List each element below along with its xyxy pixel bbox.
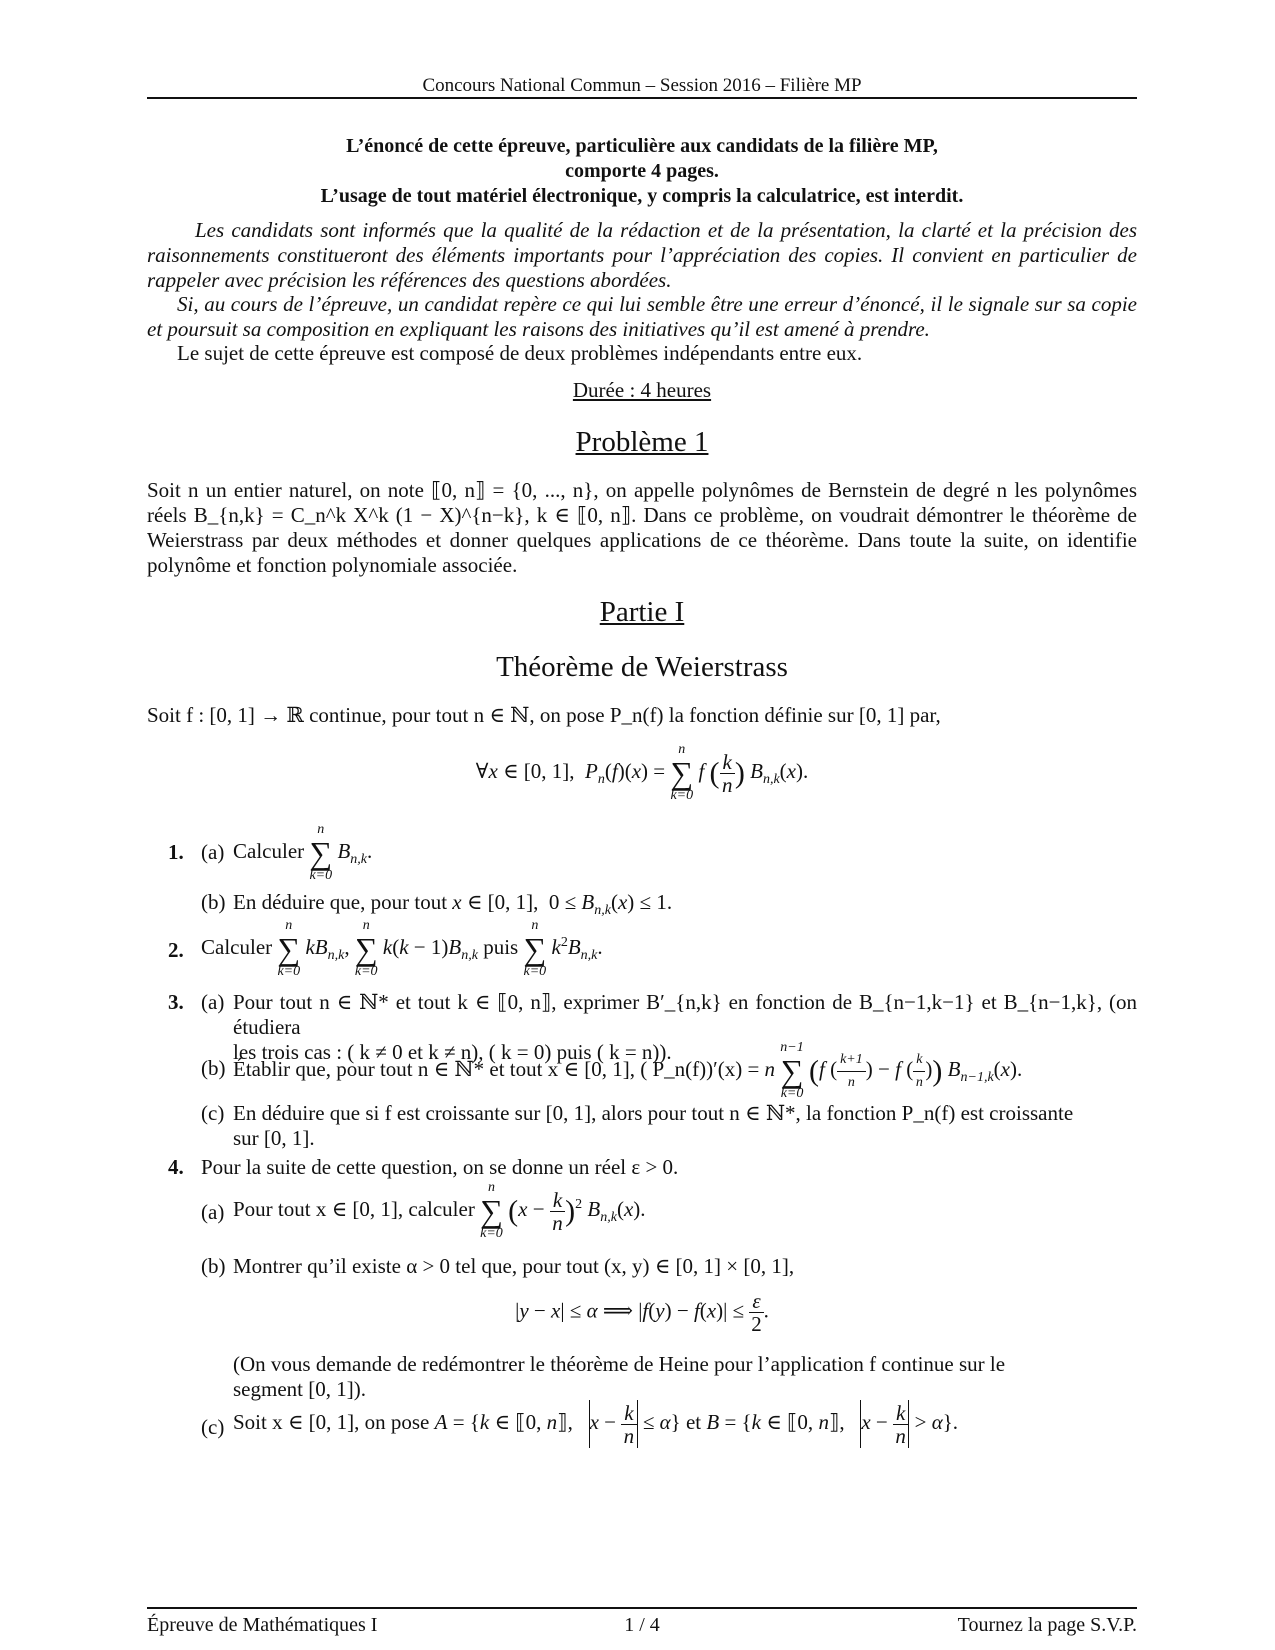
question-4b-note-line-2: segment [0, 1]). [233,1377,366,1401]
question-3-number: 3. [168,990,184,1014]
notice-line-3: L’usage de tout matériel électronique, y compris la calculatrice, est interdit. [320,185,964,207]
question-2 [147,918,1137,980]
footer-left: Épreuve de Mathématiques I [147,1614,378,1636]
question-4b-label: (b) [201,1254,226,1278]
header-rule [147,97,1137,99]
question-3b-text: Établir que, pour tout n ∈ ℕ* et tout x ∈ [0, 1], ( P_n(f))′(x) = n n−1 ∑ k=0 (f ( $\frac{k+1}{n}$ ) − f ( $\frac{k}{n}$ )) $B_{n-1,k}(x)$. [233,1040,1023,1101]
question-3b [147,1040,1137,1101]
part-subtitle: Théorème de Weierstrass [496,651,788,683]
notice-line-2: comporte 4 pages. [565,160,719,182]
exam-duration: Durée : 4 heures [572,378,712,402]
intro-paragraph-1: Les candidats sont informés que la qualité de la rédaction et de la présentation, la clarté et la précision des raisonnements constitueront des éléments importants pour l’appréciation des copies. Il convient en particulier de rappeler avec précision les références des questions abordées. [147,218,1137,292]
problem-intro: Soit n un entier naturel, on note ⟦0, n⟧ = {0, ..., n}, on appelle polynômes de Bernstein de degré n les polynômes réels B_{n,k} = C_n^k X^k (1 − X)^{n−k}, k ∈ ⟦0, n⟧. Dans ce problème, on voudrait démontrer le théorème de Weierstrass par deux méthodes et donner quelques applications de ce théorème. Dans toute la suite, on identifie polynôme et fonction polynomiale associée. [147,478,1137,577]
bernstein-operator-formula: ∀x ∈ [0, 1], $P_n(f)(x)$ = n ∑ k=0 f ( $\frac{k}{n}$ ) $B_{n,k}(x)$. [475,742,809,803]
question-1 [147,822,1137,882]
footer-page-number: 1 / 4 [624,1614,660,1636]
question-3b-label: (b) [201,1056,226,1080]
question-3a-text: Pour tout n ∈ ℕ* et tout k ∈ ⟦0, n⟧, exprimer B′_{n,k} en fonction de B_{n−1,k−1} et B_{n−1,k}, (on étudiera les trois cas : ( k ≠ 0 et k ≠ n), ( k = 0) puis ( k = n)). [233,990,1137,1064]
question-2-number: 2. [168,938,184,962]
part-lead: Soit f : [0, 1] → ℝ continue, pour tout n ∈ ℕ, on pose P_n(f) la fonction définie sur [0, 1] par, [147,703,941,727]
question-4c-label: (c) [201,1415,225,1439]
question-4a-label: (a) [201,1200,225,1224]
page-header: Concours National Commun – Session 2016 – Filière MP [422,75,862,96]
question-1a-label: (a) [201,840,225,864]
question-4a-text: Pour tout x ∈ [0, 1], calculer n ∑ k=0 (x − $\frac{k}{n}$ )$^2$ $B_{n,k}(x)$. [233,1180,646,1241]
footer-rule [147,1607,1137,1609]
problem-title: Problème 1 [575,426,709,458]
question-3a-label: (a) [201,990,225,1014]
part-title: Partie I [599,596,685,628]
question-3c-text: En déduire que si f est croissante sur [0, 1], alors pour tout n ∈ ℕ*, la fonction P_n(f) est croissante sur [0, 1]. [233,1101,1074,1150]
question-4c [147,1400,1137,1456]
question-3c-label: (c) [201,1101,225,1125]
question-4b-note-line-1: (On vous demande de redémontrer le théorème de Heine pour l’application f continue sur le [233,1352,1006,1376]
exam-notice [147,134,1137,209]
question-1-number: 1. [168,840,184,864]
footer-right: Tournez la page S.V.P. [957,1614,1137,1636]
notice-line-1: L’énoncé de cette épreuve, particulière aux candidats de la filière MP, [346,135,938,157]
question-1b-label: (b) [201,890,226,914]
intro-paragraph-3: Le sujet de cette épreuve est composé de deux problèmes indépendants entre eux. [177,341,863,365]
question-4-text: Pour la suite de cette question, on se donne un réel ε > 0. [201,1155,679,1179]
question-4b-text: Montrer qu’il existe α > 0 tel que, pour tout (x, y) ∈ [0, 1] × [0, 1], [233,1254,795,1278]
question-2-text: Calculer n ∑ k=0 $kB_{n,k}$, n ∑ k=0 $k(k - 1)B_{n,k}$ puis n ∑ k=0 $k^2B_{n,k}$. [201,918,603,979]
question-4c-text: Soit x ∈ [0, 1], on pose A = {k ∈ ⟦0, n⟧, x − $\frac{k}{n}$ ≤ α} et B = {k ∈ ⟦0, n⟧, x − $\frac{k}{n}$ > α}. [233,1400,959,1448]
question-4-number: 4. [168,1155,184,1179]
question-1a-text: Calculer n ∑ k=0 $B_{n,k}$. [233,822,373,883]
question-1b-text: En déduire que, pour tout x ∈ [0, 1], $0 \le B_{n,k}(x) \le 1$. [233,890,673,919]
intro-paragraph-2: Si, au cours de l’épreuve, un candidat repère ce qui lui semble être une erreur d’énoncé, il le signale sur sa copie et poursuit sa composition en expliquant les raisons des initiatives qu’il est amené à prendre. [147,292,1137,341]
heine-formula: |y − x| ≤ α ⟹ |f(y) − f(x)| ≤ $\frac{\varepsilon}{2}$ . [515,1289,769,1336]
question-4a [147,1180,1137,1242]
